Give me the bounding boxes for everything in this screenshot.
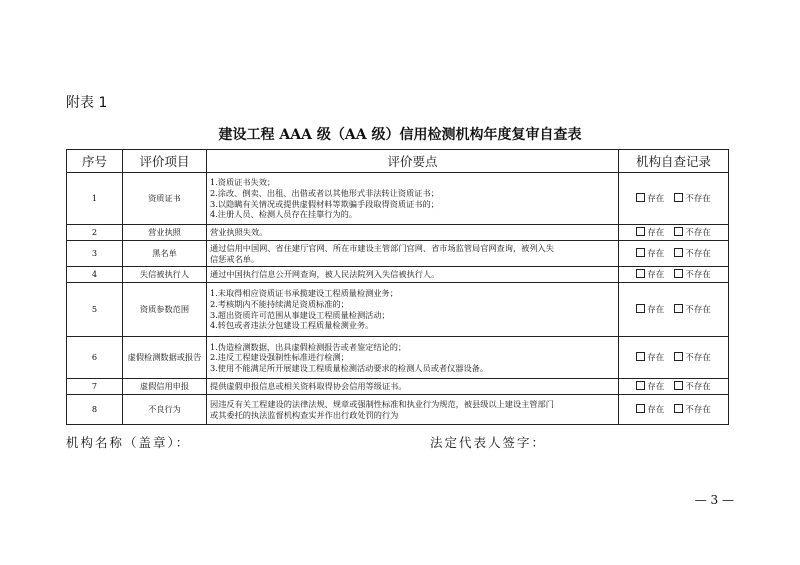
row-number: 6 [67,337,123,379]
row-points [207,267,619,283]
row-points [207,283,619,337]
row-number: 1 [67,173,123,225]
row-item: 黑名单 [123,241,207,267]
point-line: 因违反有关工程建设的法律法规、规章或强制性标准和执业行为规范，被县级以上建设主管部门 [210,398,554,409]
point-line: 或其委托的执法监督机构查实并作出行政处罚的行为 [210,409,399,420]
header-no: 序号 [67,150,123,173]
row-number: 3 [67,241,123,267]
not-exists-checkbox[interactable] [674,352,683,361]
not-exists-checkbox[interactable] [674,381,683,390]
header-record: 机构自查记录 [619,150,729,173]
attachment-label: 附表 1 [66,95,108,111]
exists-checkbox[interactable] [636,304,645,313]
exists-checkbox[interactable] [636,352,645,361]
row-record [619,225,729,241]
not-exists-label: 不存在 [685,352,711,363]
row-number: 8 [67,395,123,425]
row-record [619,267,729,283]
point-line: 2.涂改、倒卖、出租、出借或者以其他形式非法转让资质证书； [210,187,439,198]
exists-label: 存在 [647,404,665,415]
row-number: 2 [67,225,123,241]
signature-label: 法定代表人签字： [430,435,547,450]
table-row [67,173,729,225]
row-record [619,241,729,267]
row-number: 7 [67,379,123,395]
exists-checkbox[interactable] [636,248,645,257]
point-line: 1.资质证书失效； [210,177,276,188]
exists-checkbox[interactable] [636,269,645,278]
not-exists-checkbox[interactable] [674,404,683,413]
point-line: 营业执照失效。 [210,227,268,238]
not-exists-label: 不存在 [685,404,711,415]
not-exists-checkbox[interactable] [674,269,683,278]
point-line: 通过信用中国网、省住建厅官网、所在市建设主管部门官网、省市场监管局官网查询，被列入失 [210,242,554,253]
not-exists-label: 不存在 [685,381,711,392]
row-record [619,173,729,225]
row-record [619,283,729,337]
table-row [67,379,729,395]
row-number: 5 [67,283,123,337]
row-record [619,337,729,379]
not-exists-label: 不存在 [685,269,711,280]
not-exists-label: 不存在 [685,248,711,259]
exists-checkbox[interactable] [636,193,645,202]
point-line: 提供虚假申报信息或相关资料取得协会信用等级证书。 [210,381,407,392]
exists-label: 存在 [647,248,665,259]
point-line: 2.违反工程建设强制性标准进行检测； [210,352,349,363]
table-row [67,337,729,379]
row-item: 营业执照 [123,225,207,241]
exists-checkbox[interactable] [636,227,645,236]
table-row [67,283,729,337]
point-line: 通过中国执行信息公开网查询，被人民法院列入失信被执行人。 [210,269,440,280]
row-record [619,379,729,395]
point-line: 3.超出资质许可范围从事建设工程质量检测活动； [210,309,390,320]
exists-label: 存在 [647,352,665,363]
point-line: 3.使用不能满足所开展建设工程质量检测活动要求的检测人员或者仪器设备。 [210,362,489,373]
header-item: 评价项目 [123,150,207,173]
table-header-row [67,150,729,173]
row-points [207,395,619,425]
exists-label: 存在 [647,193,665,204]
exists-label: 存在 [647,304,665,315]
table-row [67,225,729,241]
not-exists-checkbox[interactable] [674,304,683,313]
seal-label: 机构名称（盖章）： [66,435,191,450]
page-number: — 3 — [694,493,734,507]
header-points: 评价要点 [207,150,619,173]
point-line: 4.注册人员、检测人员存在挂靠行为的。 [210,209,357,220]
row-points [207,379,619,395]
not-exists-checkbox[interactable] [674,227,683,236]
point-line: 3.以隐瞒有关情况或提供虚假材料等欺骗手段取得资质证书的； [210,198,439,209]
row-number: 4 [67,267,123,283]
point-line: 1.伪造检测数据，出具虚假检测报告或者鉴定结论的； [210,341,407,352]
not-exists-checkbox[interactable] [674,248,683,257]
exists-label: 存在 [647,269,665,280]
exists-label: 存在 [647,381,665,392]
table-row [67,267,729,283]
not-exists-label: 不存在 [685,304,711,315]
row-points [207,337,619,379]
row-item: 资质参数范围 [123,283,207,337]
document-title: 建设工程 AAA 级（AA 级）信用检测机构年度复审自查表 [218,127,582,143]
point-line: 信惩戒名单。 [210,253,260,264]
row-points [207,173,619,225]
table-row [67,395,729,425]
point-line: 2.考核期内不能持续满足资质标准的； [210,298,349,309]
self-check-table [66,149,729,425]
row-item: 虚假检测数据或报告 [123,337,207,379]
row-record [619,395,729,425]
not-exists-checkbox[interactable] [674,193,683,202]
exists-checkbox[interactable] [636,404,645,413]
point-line: 1.未取得相应资质证书承揽建设工程质量检测业务； [210,288,398,299]
not-exists-label: 不存在 [685,227,711,238]
row-item: 不良行为 [123,395,207,425]
row-item: 资质证书 [123,173,207,225]
row-points [207,225,619,241]
exists-checkbox[interactable] [636,381,645,390]
row-item: 失信被执行人 [123,267,207,283]
point-line: 4.转包或者违法分包建设工程质量检测业务。 [210,320,374,331]
not-exists-label: 不存在 [685,193,711,204]
table-row [67,241,729,267]
exists-label: 存在 [647,227,665,238]
row-item: 虚假信用申报 [123,379,207,395]
row-points [207,241,619,267]
